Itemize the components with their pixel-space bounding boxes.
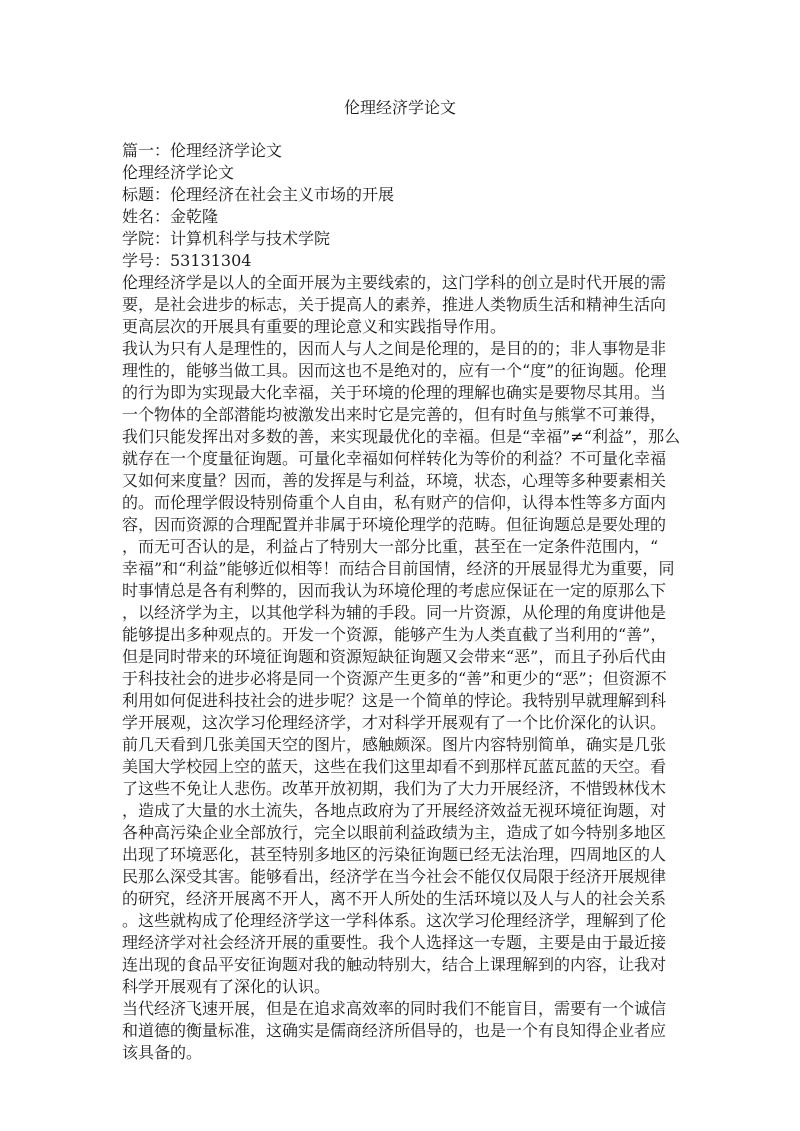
text-line: 又如何来度量？因而，善的发挥是与利益，环境，状态，心理等多种要素相关	[122, 471, 667, 490]
text-line: 一个物体的全部潜能均被激发出来时它是完善的，但有时鱼与熊掌不可兼得，	[122, 405, 667, 424]
text-line: 各种高污染企业全部放行，完全以眼前利益政绩为主，造成了如今特别多地区	[122, 823, 667, 842]
text-line: 学号：53131304	[122, 251, 252, 270]
text-line: 姓名：金乾隆	[122, 207, 219, 226]
text-line: 当代经济飞速开展，但是在追求高效率的同时我们不能盲目，需要有一个诚信	[122, 999, 667, 1018]
text-line: 伦理经济学是以人的全面开展为主要线索的，这门学科的创立是时代开展的需	[122, 273, 667, 292]
text-line: 出现了环境恶化，甚至特别多地区的污染征询题已经无法治理，四周地区的人	[122, 845, 667, 864]
text-line: 时事情总是各有利弊的，因而我认为环境伦理的考虑应保证在一定的原那么下	[122, 581, 667, 600]
text-line: 理性的，能够当做工具。因而这也不是绝对的，应有一个“度”的征询题。伦理	[122, 361, 667, 380]
text-line: 了这些不免让人悲伤。改革开放初期，我们为了大力开展经济，不惜毁林伐木	[122, 779, 667, 798]
text-line: 理经济学对社会经济开展的重要性。我个人选择这一专题，主要是由于最近接	[122, 933, 667, 952]
text-line: 学开展观，这次学习伦理经济学，才对科学开展观有了一个比价深化的认识。	[122, 713, 667, 732]
text-line: 要，是社会进步的标志，关于提高人的素养，推进人类物质生活和精神生活向	[122, 295, 667, 314]
document-title: 伦理经济学论文	[343, 98, 456, 117]
text-line: 连出现的食品平安征询题对我的触动特别大，结合上课理解到的内容，让我对	[122, 955, 667, 974]
text-line: 的研究，经济开展离不开人，离不开人所处的生活环境以及人与人的社会关系	[122, 889, 667, 908]
text-line: 。这些就构成了伦理经济学这一学科体系。这次学习伦理经济学，理解到了伦	[122, 911, 667, 930]
text-line: 民那么深受其害。能够看出，经济学在当今社会不能仅仅局限于经济开展规律	[122, 867, 667, 886]
text-line: 和道德的衡量标准，这确实是儒商经济所倡导的，也是一个有良知得企业者应	[122, 1021, 667, 1040]
text-line: 于科技社会的进步必将是同一个资源产生更多的“善”和更少的“恶”；但资源不	[122, 669, 667, 688]
text-line: 但是同时带来的环境征询题和资源短缺征询题又会带来“恶”，而且子孙后代由	[122, 647, 667, 666]
text-line: 更高层次的开展具有重要的理论意义和实践指导作用。	[122, 317, 507, 336]
document-body	[122, 140, 682, 1064]
text-line: 伦理经济学论文	[122, 163, 235, 182]
text-line: 该具备的。	[122, 1043, 203, 1062]
text-line: 前几天看到几张美国天空的图片，感触颇深。图片内容特别简单，确实是几张	[122, 735, 667, 754]
text-line: 标题：伦理经济在社会主义市场的开展	[122, 185, 395, 204]
text-line: 我们只能发挥出对多数的善，来实现最优化的幸福。但是“幸福”≠“利益”，那么	[122, 427, 681, 446]
text-line: 美国大学校园上空的蓝天，这些在我们这里却看不到那样瓦蓝瓦蓝的天空。看	[122, 757, 667, 776]
text-line: ，造成了大量的水土流失，各地点政府为了开展经济效益无视环境征询题，对	[122, 801, 667, 820]
text-line: ，以经济学为主，以其他学科为辅的手段。同一片资源，从伦理的角度讲他是	[122, 603, 667, 622]
text-line: 学院：计算机科学与技术学院	[122, 229, 331, 248]
text-line: 我认为只有人是理性的，因而人与人之间是伦理的，是目的的；非人事物是非	[122, 339, 667, 358]
text-line: 就存在一个度量征询题。可量化幸福如何样转化为等价的利益？不可量化幸福	[122, 449, 667, 468]
text-line: 利用如何促进科技社会的进步呢？这是一个简单的悖论。我特别早就理解到科	[122, 691, 667, 710]
text-line: 幸福”和“利益”能够近似相等！而结合目前国情，经济的开展显得尤为重要，同	[122, 559, 675, 578]
text-line: 容，因而资源的合理配置并非属于环境伦理学的范畴。但征询题总是要处理的	[122, 515, 667, 534]
text-line: 的行为即为实现最大化幸福，关于环境的伦理的理解也确实是要物尽其用。当	[122, 383, 667, 402]
text-line: 科学开展观有了深化的认识。	[122, 977, 331, 996]
text-line: 篇一：伦理经济学论文	[122, 141, 283, 160]
text-line: 能够提出多种观点的。开发一个资源，能够产生为人类直截了当利用的“善”，	[122, 625, 667, 644]
text-line: ，而无可否认的是，利益占了特别大一部分比重，甚至在一定条件范围内，“	[122, 537, 659, 556]
text-line: 的。而伦理学假设特别倚重个人自由，私有财产的信仰，认得本性等多方面内	[122, 493, 667, 512]
